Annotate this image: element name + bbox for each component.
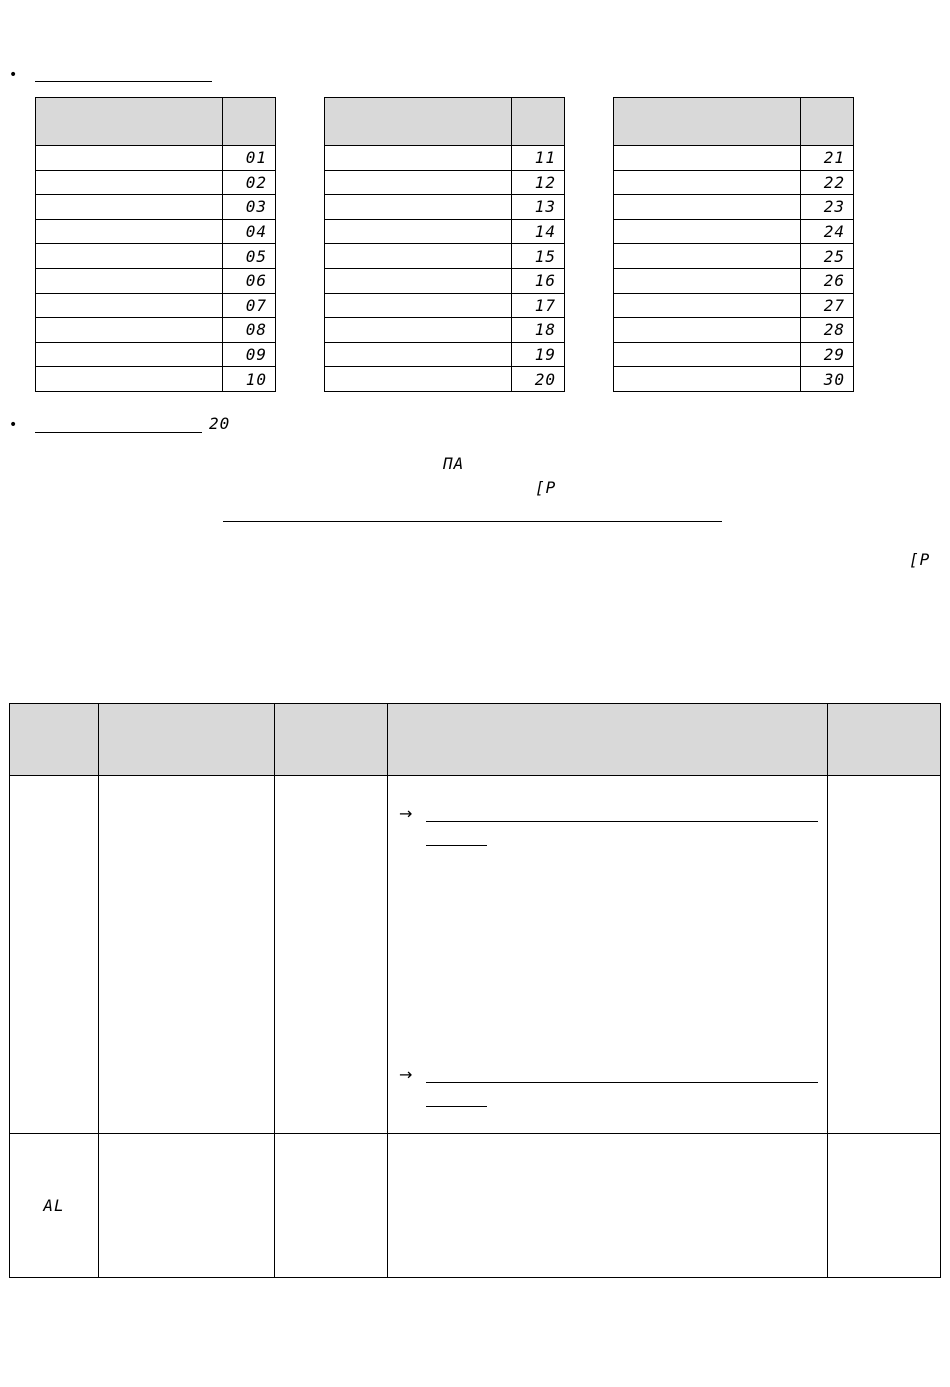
code-table-row <box>614 318 854 343</box>
code-table-row <box>325 170 565 195</box>
code-table-row <box>36 318 276 343</box>
header-cell-2 <box>99 704 275 776</box>
code-value: 15 <box>534 246 556 266</box>
header-cell-4 <box>388 704 828 776</box>
code-value: 02 <box>245 172 267 192</box>
label-cell <box>614 268 801 293</box>
code-table-row <box>325 342 565 367</box>
code-cell <box>801 146 854 171</box>
code-table-row <box>614 293 854 318</box>
code-value: 05 <box>245 246 267 266</box>
label-cell <box>614 195 801 220</box>
code-table-row <box>36 170 276 195</box>
code-cell <box>512 170 565 195</box>
label-cell <box>36 293 223 318</box>
row-2-code: AL <box>43 1196 65 1215</box>
label-cell <box>36 170 223 195</box>
code-cell <box>801 170 854 195</box>
code-table-row <box>614 367 854 392</box>
heading-underline-1 <box>35 81 212 82</box>
code-value: 08 <box>245 320 267 340</box>
code-cell <box>223 318 276 343</box>
label-cell <box>36 268 223 293</box>
label-cell <box>325 146 512 171</box>
label-cell <box>36 195 223 220</box>
label-cell <box>36 219 223 244</box>
code-value: 06 <box>245 271 267 291</box>
label-cell <box>36 244 223 269</box>
code-cell <box>512 268 565 293</box>
header-cell-1 <box>10 704 99 776</box>
bullet-1: • <box>9 67 18 83</box>
code-cell <box>223 146 276 171</box>
code-cell <box>801 219 854 244</box>
row-1-underline-a <box>426 821 818 822</box>
code-value: 13 <box>534 197 556 217</box>
main-table <box>9 703 941 1278</box>
code-cell <box>512 219 565 244</box>
label-cell <box>36 367 223 392</box>
label-cell <box>325 170 512 195</box>
code-cell <box>801 318 854 343</box>
code-value: 11 <box>534 148 556 168</box>
code-cell <box>801 342 854 367</box>
code-table-row <box>614 268 854 293</box>
code-table-row <box>614 195 854 220</box>
header-code-cell <box>801 98 854 146</box>
code-value: 03 <box>245 197 267 217</box>
header-cell-3 <box>275 704 388 776</box>
header-label-cell <box>36 98 223 146</box>
code-cell <box>223 268 276 293</box>
code-value: 22 <box>823 172 845 192</box>
code-value: 09 <box>245 345 267 365</box>
header-label-cell <box>325 98 512 146</box>
code-value: 18 <box>534 320 556 340</box>
label-cell <box>614 219 801 244</box>
code-value: 28 <box>823 320 845 340</box>
code-table-header <box>325 98 565 146</box>
code-table-row <box>36 244 276 269</box>
label-cell <box>614 244 801 269</box>
label-cell <box>325 367 512 392</box>
code-value: 26 <box>823 271 845 291</box>
header-code-cell <box>223 98 276 146</box>
code-cell <box>512 318 565 343</box>
heading-underline-2 <box>35 432 202 433</box>
label-cell <box>614 318 801 343</box>
label-cell <box>36 146 223 171</box>
code-table-row <box>325 268 565 293</box>
code-cell <box>512 293 565 318</box>
code-cell <box>512 367 565 392</box>
code-cp-1: [P <box>535 478 557 497</box>
code-cell <box>223 244 276 269</box>
code-value: 20 <box>534 369 556 389</box>
header-code-cell <box>512 98 565 146</box>
label-cell <box>614 146 801 171</box>
code-table-row <box>36 293 276 318</box>
code-table-row <box>325 293 565 318</box>
main-table-header <box>10 704 941 776</box>
main-table-row-1 <box>10 776 941 1134</box>
row-1-underline-b <box>426 845 487 846</box>
code-value: 21 <box>823 148 845 168</box>
row-1-underline-c <box>426 1082 818 1083</box>
code-table-row <box>325 318 565 343</box>
code-cell <box>223 342 276 367</box>
code-value: 14 <box>534 222 556 242</box>
row-1-underline-d <box>426 1106 487 1107</box>
row-2-code-cell <box>10 1134 99 1278</box>
code-table-row <box>325 367 565 392</box>
label-cell <box>614 170 801 195</box>
code-table-row <box>36 367 276 392</box>
code-table-row <box>36 219 276 244</box>
code-value: 29 <box>823 345 845 365</box>
code-cell <box>512 146 565 171</box>
code-value: 17 <box>534 295 556 315</box>
code-value: 07 <box>245 295 267 315</box>
code-cp-2: [P <box>909 550 931 569</box>
label-cell <box>325 342 512 367</box>
code-value: 04 <box>245 222 267 242</box>
label-cell <box>325 293 512 318</box>
code-cell <box>223 195 276 220</box>
code-table-header <box>614 98 854 146</box>
code-table-row <box>614 146 854 171</box>
code-table-row <box>36 195 276 220</box>
label-cell <box>325 318 512 343</box>
code-value: 24 <box>823 222 845 242</box>
arrow-right-icon: → <box>399 1065 413 1084</box>
code-cell <box>801 367 854 392</box>
header-label-cell <box>614 98 801 146</box>
label-cell <box>325 244 512 269</box>
label-cell <box>614 342 801 367</box>
code-value: 12 <box>534 172 556 192</box>
code-value: 16 <box>534 271 556 291</box>
header-cell-5 <box>828 704 941 776</box>
code-table-row <box>325 219 565 244</box>
code-cell <box>801 195 854 220</box>
code-cell <box>512 342 565 367</box>
code-value: 25 <box>823 246 845 266</box>
arrow-right-icon: → <box>399 804 413 823</box>
code-value: 30 <box>823 369 845 389</box>
row-1-description <box>388 776 828 1134</box>
code-value: 10 <box>245 369 267 389</box>
code-table-row <box>325 244 565 269</box>
bullet-2: • <box>9 417 18 433</box>
code-cell <box>512 244 565 269</box>
code-cell <box>512 195 565 220</box>
code-table-1 <box>35 97 276 392</box>
label-cell <box>325 195 512 220</box>
code-table-header <box>36 98 276 146</box>
code-cell <box>801 244 854 269</box>
code-table-2 <box>324 97 565 392</box>
code-table-row <box>36 268 276 293</box>
code-table-row <box>325 146 565 171</box>
label-cell <box>614 367 801 392</box>
center-underline <box>223 521 722 522</box>
code-cell <box>223 170 276 195</box>
code-cell <box>223 367 276 392</box>
bullet-2-code: 20 <box>209 414 231 433</box>
code-value: 19 <box>534 345 556 365</box>
code-table-row <box>614 244 854 269</box>
code-value: 01 <box>245 148 267 168</box>
code-table-row <box>36 146 276 171</box>
code-table-row <box>36 342 276 367</box>
code-table-3 <box>613 97 854 392</box>
code-table-row <box>614 170 854 195</box>
code-cell <box>223 219 276 244</box>
main-table-row-2 <box>10 1134 941 1278</box>
label-cell <box>325 219 512 244</box>
code-table-row <box>325 195 565 220</box>
code-cell <box>801 268 854 293</box>
label-cell <box>36 318 223 343</box>
label-cell <box>325 268 512 293</box>
code-table-row <box>614 219 854 244</box>
code-value: 27 <box>823 295 845 315</box>
label-cell <box>614 293 801 318</box>
code-table-row <box>614 342 854 367</box>
code-value: 23 <box>823 197 845 217</box>
label-cell <box>36 342 223 367</box>
code-ma: ΠA <box>443 454 465 473</box>
code-cell <box>801 293 854 318</box>
code-cell <box>223 293 276 318</box>
